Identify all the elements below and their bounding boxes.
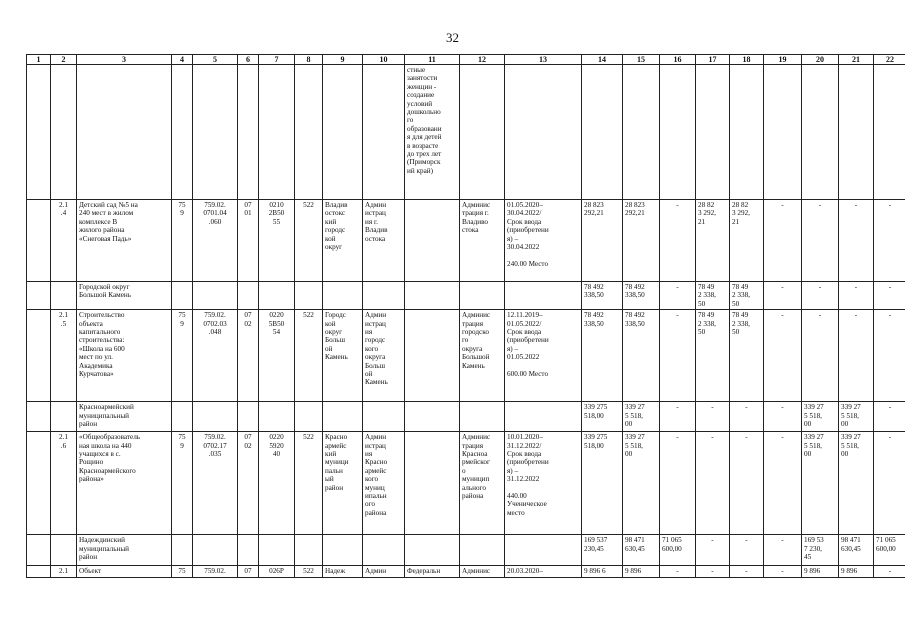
table-cell: - [839,310,874,402]
column-header: 12 [460,55,505,65]
table-cell [505,402,582,432]
table-cell [323,65,363,200]
table-cell: 78 492 338,50 [623,282,660,310]
table-cell: 07 02 [238,432,259,535]
table-cell [27,282,51,310]
table-cell: Объект [77,566,172,577]
table-cell [259,282,295,310]
table-cell [295,282,323,310]
table-cell [505,65,582,200]
table-cell: 75 [172,566,193,577]
table-row [27,65,905,200]
table-cell: 9 896 [802,566,839,577]
table-cell [51,282,77,310]
table-cell: Федеральн [405,566,460,577]
table-cell [27,200,51,282]
table-cell: - [660,282,696,310]
table-cell [405,432,460,535]
table-cell: 07 01 [238,200,259,282]
table-cell [27,432,51,535]
table-cell [460,65,505,200]
table-cell [295,535,323,566]
table-cell: 339 27 5 518, 00 [623,402,660,432]
table-cell: 9 896 [623,566,660,577]
table-cell [51,535,77,566]
column-header: 20 [802,55,839,65]
column-header: 9 [323,55,363,65]
table-cell: - [764,535,802,566]
table-cell: 026Р [259,566,295,577]
table-row [27,402,905,432]
table-cell: 78 49 2 338, 50 [730,282,764,310]
table-cell: - [730,432,764,535]
table-cell [323,402,363,432]
table-cell: Админис трация Краснoа рмейског о муницип ального района [460,432,505,535]
table-cell: 759.02. 0701.04 .060 [193,200,238,282]
table-cell: - [839,282,874,310]
table-cell: 0220 5920 40 [259,432,295,535]
table-cell: 2.1 .4 [51,200,77,282]
column-header: 7 [259,55,295,65]
table-cell: 339 27 5 518, 00 [802,432,839,535]
table-cell: Админ истрац ия г. Владив остока [363,200,405,282]
table-cell: 0220 5В50 54 [259,310,295,402]
table-cell: 78 492 338,50 [623,310,660,402]
column-header: 15 [623,55,660,65]
table-cell: - [802,200,839,282]
table-cell [259,65,295,200]
table-cell: 98 471 630,45 [839,535,874,566]
table-cell: 07 02 [238,310,259,402]
column-header: 18 [730,55,764,65]
column-header: 6 [238,55,259,65]
table-cell: 339 275 518,00 [582,402,623,432]
table-cell [582,65,623,200]
table-cell [77,65,172,200]
table-cell: 07 [238,566,259,577]
table-cell: - [874,200,905,282]
table-cell [460,282,505,310]
table-row [27,310,905,402]
table-cell [874,65,905,200]
table-cell [172,282,193,310]
table-cell: 339 27 5 518, 00 [839,432,874,535]
table-cell: 01.05.2020– 30.04.2022/ Срок ввода (приобретени я) – 30.04.2022 240.00 Место [505,200,582,282]
table-cell [363,65,405,200]
table-cell [363,282,405,310]
table-cell: Городс кой округ Больш ой Камень [323,310,363,402]
table-cell: стные занятости женщин - создание условий дошкольно го образовани я для детей в возрасте до трех лет (Приморск ий край) [405,65,460,200]
table-cell [405,200,460,282]
table-cell: Админ [363,566,405,577]
table-cell: - [730,402,764,432]
table-cell [660,65,696,200]
table-cell: Админис [460,566,505,577]
table-cell [172,535,193,566]
table-cell: 78 49 2 338, 50 [696,310,730,402]
table-cell: 169 53 7 230, 45 [802,535,839,566]
table-cell: 759.02. [193,566,238,577]
column-header: 4 [172,55,193,65]
table-cell: 2.1 [51,566,77,577]
table-cell [27,65,51,200]
table-cell: 10.01.2020– 31.12.2022/ Срок ввода (приобретени я) – 31.12.2022 440.00 Ученическое место [505,432,582,535]
table-cell: 28 82 3 292, 21 [730,200,764,282]
column-header: 5 [193,55,238,65]
table-cell: 75 9 [172,432,193,535]
table-cell: 20.03.2020– [505,566,582,577]
table-cell [460,535,505,566]
table-cell [172,65,193,200]
table-cell: - [730,566,764,577]
table-cell: Владив остокс кий городс кой округ [323,200,363,282]
table-cell: 759.02. 0702.03 .048 [193,310,238,402]
table-cell: - [802,282,839,310]
table-row [27,200,905,282]
table-cell: 339 27 5 518, 00 [623,432,660,535]
table-cell: - [660,310,696,402]
table-cell [259,535,295,566]
table-cell: «Общеобразователь ная школа на 440 учащихся в с. Рощино Красноармейского района» [77,432,172,535]
table-cell: - [802,310,839,402]
table-cell [193,282,238,310]
table-cell [51,65,77,200]
table-cell [27,566,51,577]
table-cell: 0210 2В50 55 [259,200,295,282]
column-header: 10 [363,55,405,65]
table-cell: - [764,432,802,535]
table-cell: 28 823 292,21 [582,200,623,282]
table-cell: 78 492 338,50 [582,310,623,402]
table-cell: Красноармейский муниципальный район [77,402,172,432]
table-cell: - [764,402,802,432]
column-header: 16 [660,55,696,65]
table-cell: 98 471 630,45 [623,535,660,566]
budget-table [26,54,905,578]
table-cell: 75 9 [172,310,193,402]
table-cell [405,310,460,402]
table-cell [839,65,874,200]
table-cell [295,65,323,200]
table-cell: 2.1 .5 [51,310,77,402]
table-cell [259,402,295,432]
table-cell: - [764,200,802,282]
table-cell: - [660,566,696,577]
table-cell: 28 823 292,21 [623,200,660,282]
table-cell: Надеж [323,566,363,577]
table-cell [27,535,51,566]
table-cell [193,535,238,566]
table-cell: - [660,200,696,282]
table-cell: Админ истрац ия городс кого округа Больш ой Камень [363,310,405,402]
table-cell: 75 9 [172,200,193,282]
table-cell [193,65,238,200]
table-cell: 522 [295,310,323,402]
table-cell [405,402,460,432]
table-cell [323,282,363,310]
column-header: 1 [27,55,51,65]
table-cell: - [839,200,874,282]
column-header: 2 [51,55,77,65]
table-row [27,535,905,566]
table-cell: - [874,282,905,310]
column-header: 14 [582,55,623,65]
table-cell [623,65,660,200]
table-cell: 71 065 600,00 [874,535,905,566]
table-cell: 9 896 6 [582,566,623,577]
table-cell [363,402,405,432]
table-cell [172,402,193,432]
table-cell: 9 896 [839,566,874,577]
table-row [27,282,905,310]
page-number: 32 [446,30,459,45]
table-cell: - [696,432,730,535]
table-cell: 339 275 518,00 [582,432,623,535]
table-cell [363,535,405,566]
table-cell: - [730,535,764,566]
table-row [27,566,905,577]
table-cell: Городской округ Большой Камень [77,282,172,310]
table-cell [460,402,505,432]
table-cell: - [874,402,905,432]
table-cell: 522 [295,432,323,535]
table-cell: 522 [295,566,323,577]
table-cell: - [874,432,905,535]
table-cell [764,65,802,200]
table-cell: Админис трация городско го округа Большой Камень [460,310,505,402]
table-cell: - [874,566,905,577]
table-cell [505,535,582,566]
table-cell: - [764,310,802,402]
table-cell [238,535,259,566]
table-cell [405,535,460,566]
table-cell: - [660,432,696,535]
table-cell: Детский сад №5 на 240 мест в жилом комплексе В жилого района «Снеговая Падь» [77,200,172,282]
table-cell [696,65,730,200]
table-cell: 78 49 2 338, 50 [696,282,730,310]
table-row [27,432,905,535]
table-cell: 12.11.2019– 01.05.2022/ Срок ввода (приобретени я) – 01.05.2022 600.00 Место [505,310,582,402]
table-cell: 71 065 600,00 [660,535,696,566]
table-cell [27,310,51,402]
table-cell: Админис трация г. Владиво стока [460,200,505,282]
table-cell: 169 537 230,45 [582,535,623,566]
table-cell: - [874,310,905,402]
table-cell: - [696,535,730,566]
column-header: 8 [295,55,323,65]
table-cell [193,402,238,432]
column-header: 19 [764,55,802,65]
table-cell [323,535,363,566]
table-cell: - [696,402,730,432]
table-cell: 339 27 5 518, 00 [802,402,839,432]
table-cell [802,65,839,200]
table-cell: 28 82 3 292, 21 [696,200,730,282]
table-cell [27,402,51,432]
table-cell: 522 [295,200,323,282]
column-header: 11 [405,55,460,65]
table-cell: 78 492 338,50 [582,282,623,310]
table-cell [51,402,77,432]
table-cell [505,282,582,310]
table-cell: - [764,566,802,577]
column-header: 13 [505,55,582,65]
header-row [27,55,905,65]
table-cell: 759.02. 0702.17 .035 [193,432,238,535]
table-cell: Админ истрац ия Красно армейс кого муниц ипальн ого района [363,432,405,535]
table-cell: 2.1 .6 [51,432,77,535]
column-header: 17 [696,55,730,65]
table-cell: - [696,566,730,577]
table-cell: - [764,282,802,310]
table-cell [295,402,323,432]
table-cell [238,282,259,310]
table-cell: 339 27 5 518, 00 [839,402,874,432]
table-cell: - [660,402,696,432]
table-cell: Строительство объекта капитального строительства: «Школа на 600 мест по ул. Академика Курчатова» [77,310,172,402]
table-cell: Надеждинский муниципальный район [77,535,172,566]
table-cell: 78 49 2 338, 50 [730,310,764,402]
table-cell [238,402,259,432]
table-cell [238,65,259,200]
column-header: 21 [839,55,874,65]
table-cell [730,65,764,200]
table-cell: Красно армейс кий муници пальн ый район [323,432,363,535]
column-header: 22 [874,55,905,65]
column-header: 3 [77,55,172,65]
table-cell [405,282,460,310]
